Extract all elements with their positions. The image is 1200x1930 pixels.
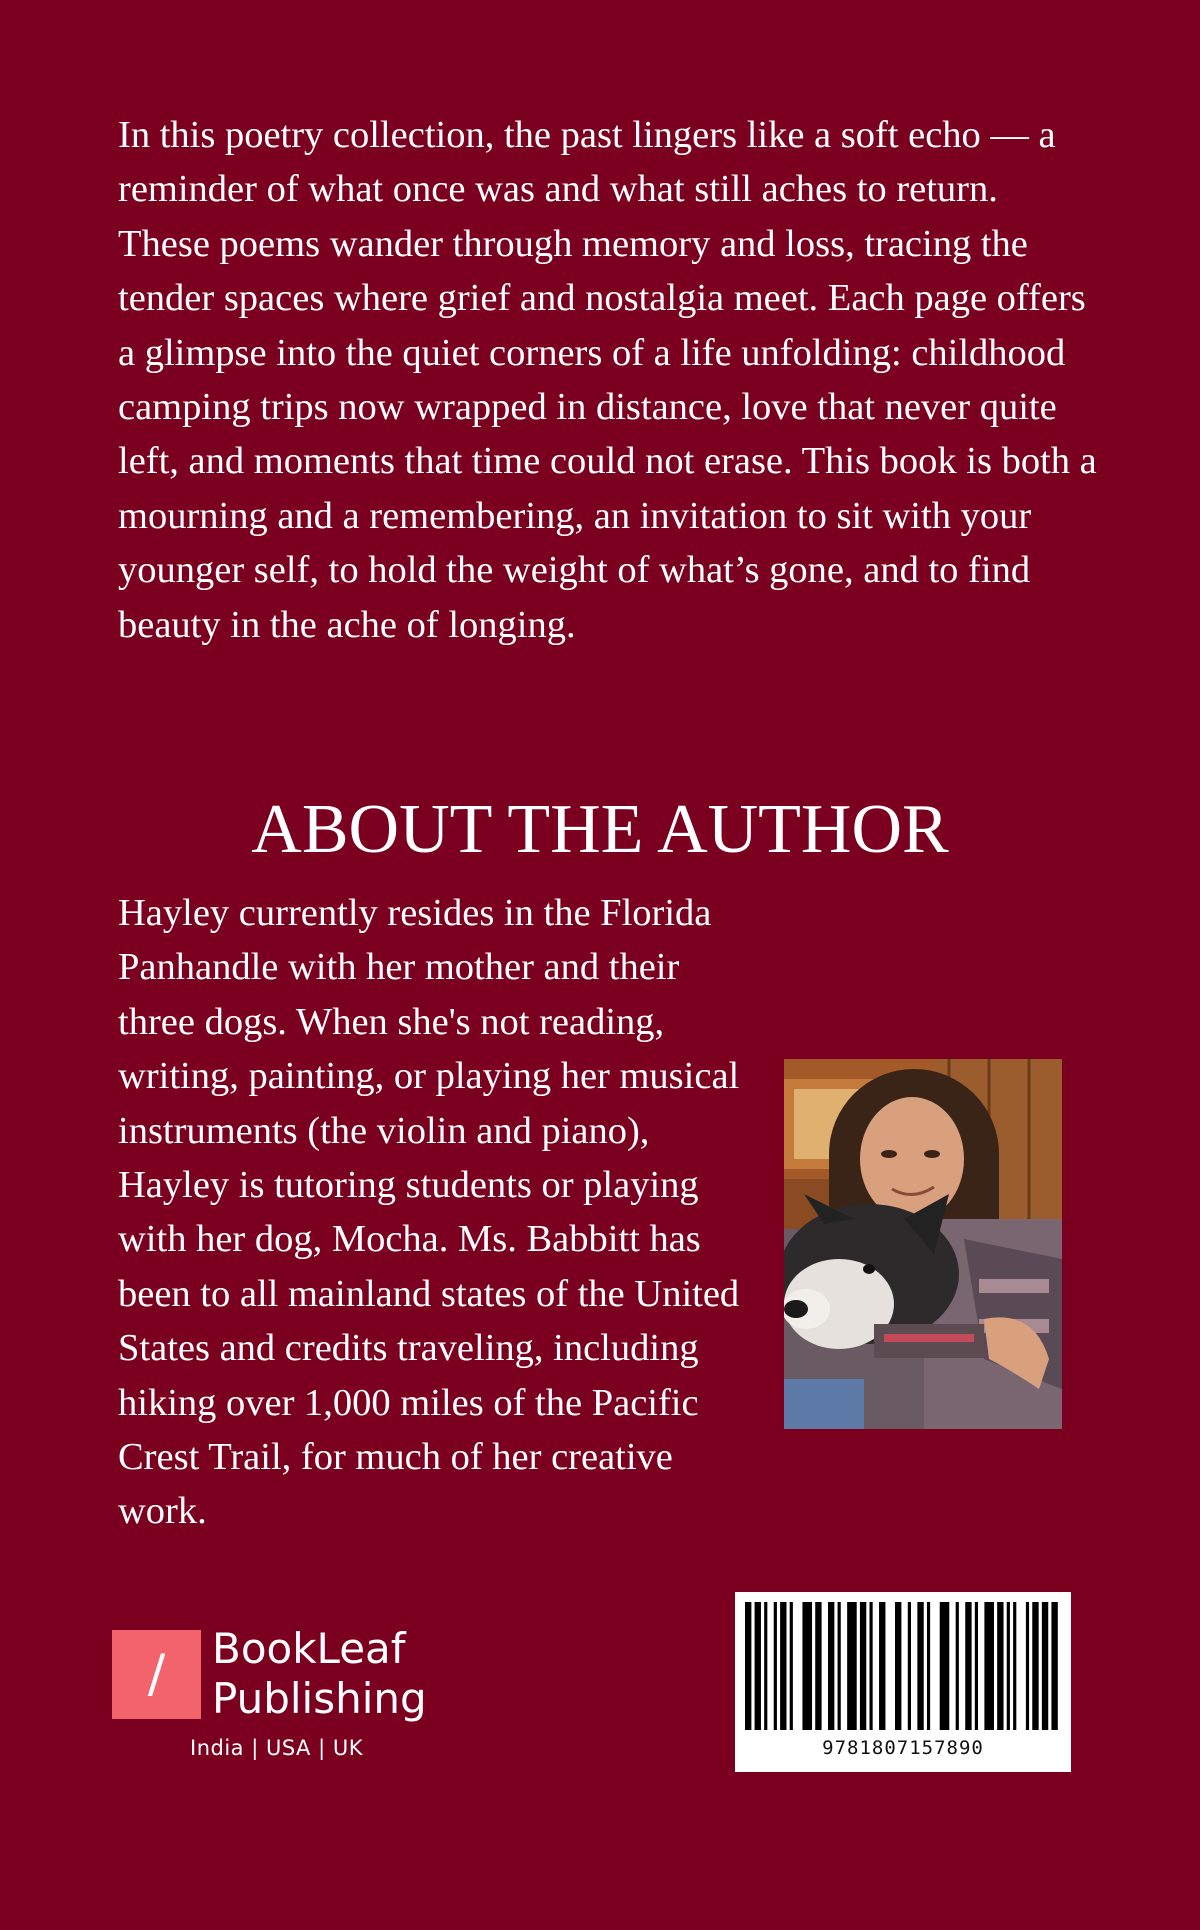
barcode-bar xyxy=(802,1602,812,1730)
isbn-number: 9781807157890 xyxy=(822,1737,984,1759)
barcode-bar xyxy=(838,1602,841,1730)
barcode-bar xyxy=(774,1602,777,1730)
about-author-heading: ABOUT THE AUTHOR xyxy=(251,791,949,868)
barcode-bar xyxy=(917,1602,923,1730)
barcode-bar xyxy=(940,1602,950,1730)
barcode-bar xyxy=(927,1602,930,1730)
barcode-bar xyxy=(1042,1602,1048,1730)
barcode-bar xyxy=(869,1602,872,1730)
barcode-bar xyxy=(828,1602,834,1730)
barcode-bar xyxy=(780,1602,786,1730)
barcode-bar xyxy=(745,1602,751,1730)
barcode-bar xyxy=(764,1602,767,1730)
barcode-bar xyxy=(975,1602,978,1730)
barcode-bar xyxy=(790,1602,793,1730)
barcode-bar xyxy=(815,1602,821,1730)
barcode-bar xyxy=(847,1602,857,1730)
barcode-bar xyxy=(1051,1602,1057,1730)
barcode-bar xyxy=(1026,1602,1029,1730)
publisher-name xyxy=(212,1624,427,1724)
publisher-regions: India | USA | UK xyxy=(190,1736,363,1760)
publisher-name-line2: Publishing xyxy=(212,1674,427,1723)
barcode-bar xyxy=(1032,1602,1038,1730)
barcode-bar xyxy=(895,1602,901,1730)
barcode-bar xyxy=(879,1602,885,1730)
barcode-bar xyxy=(1007,1602,1010,1730)
barcode-bar xyxy=(908,1602,911,1730)
barcode-bar xyxy=(956,1602,959,1730)
barcode-bar xyxy=(984,1602,994,1730)
barcode-bar xyxy=(997,1602,1003,1730)
author-photo xyxy=(784,1059,1062,1429)
barcode-bar xyxy=(1013,1602,1016,1730)
publisher-logo xyxy=(112,1624,442,1760)
barcode-bar xyxy=(965,1602,971,1730)
barcode-bar xyxy=(860,1602,866,1730)
publisher-name-line1: BookLeaf xyxy=(212,1624,406,1673)
barcode-bar xyxy=(755,1602,761,1730)
author-bio: Hayley currently resides in the Florida Panhandle with her mother and their three dogs. When she's not reading, writing, painting, or playing her musical instruments (the violin and piano), Hayley is tutoring students or playing with her dog, Mocha. Ms. Babbitt has been to all mainland states of the United States and credits traveling, including hiking over 1,000 miles of the Pacific Crest Trail, for much of her creative work. xyxy=(118,892,740,1533)
book-blurb: In this poetry collection, the past lingers like a soft echo — a reminder of what once was and what still aches to return. These poems wander through memory and loss, tracing the tender spaces where grief and nostalgia meet. Each page offers a glimpse into the quiet corners of a life unfolding: childhood camping trips now wrapped in distance, love that never quite left, and moments that time could not erase. This book is both a mourning and a remembering, an invitation to sit with your younger self, to hold the weight of what’s gone, and to find beauty in the ache of longing. xyxy=(118,114,1097,646)
logo-slash-glyph: / xyxy=(147,1644,166,1704)
isbn-barcode xyxy=(735,1592,1071,1772)
